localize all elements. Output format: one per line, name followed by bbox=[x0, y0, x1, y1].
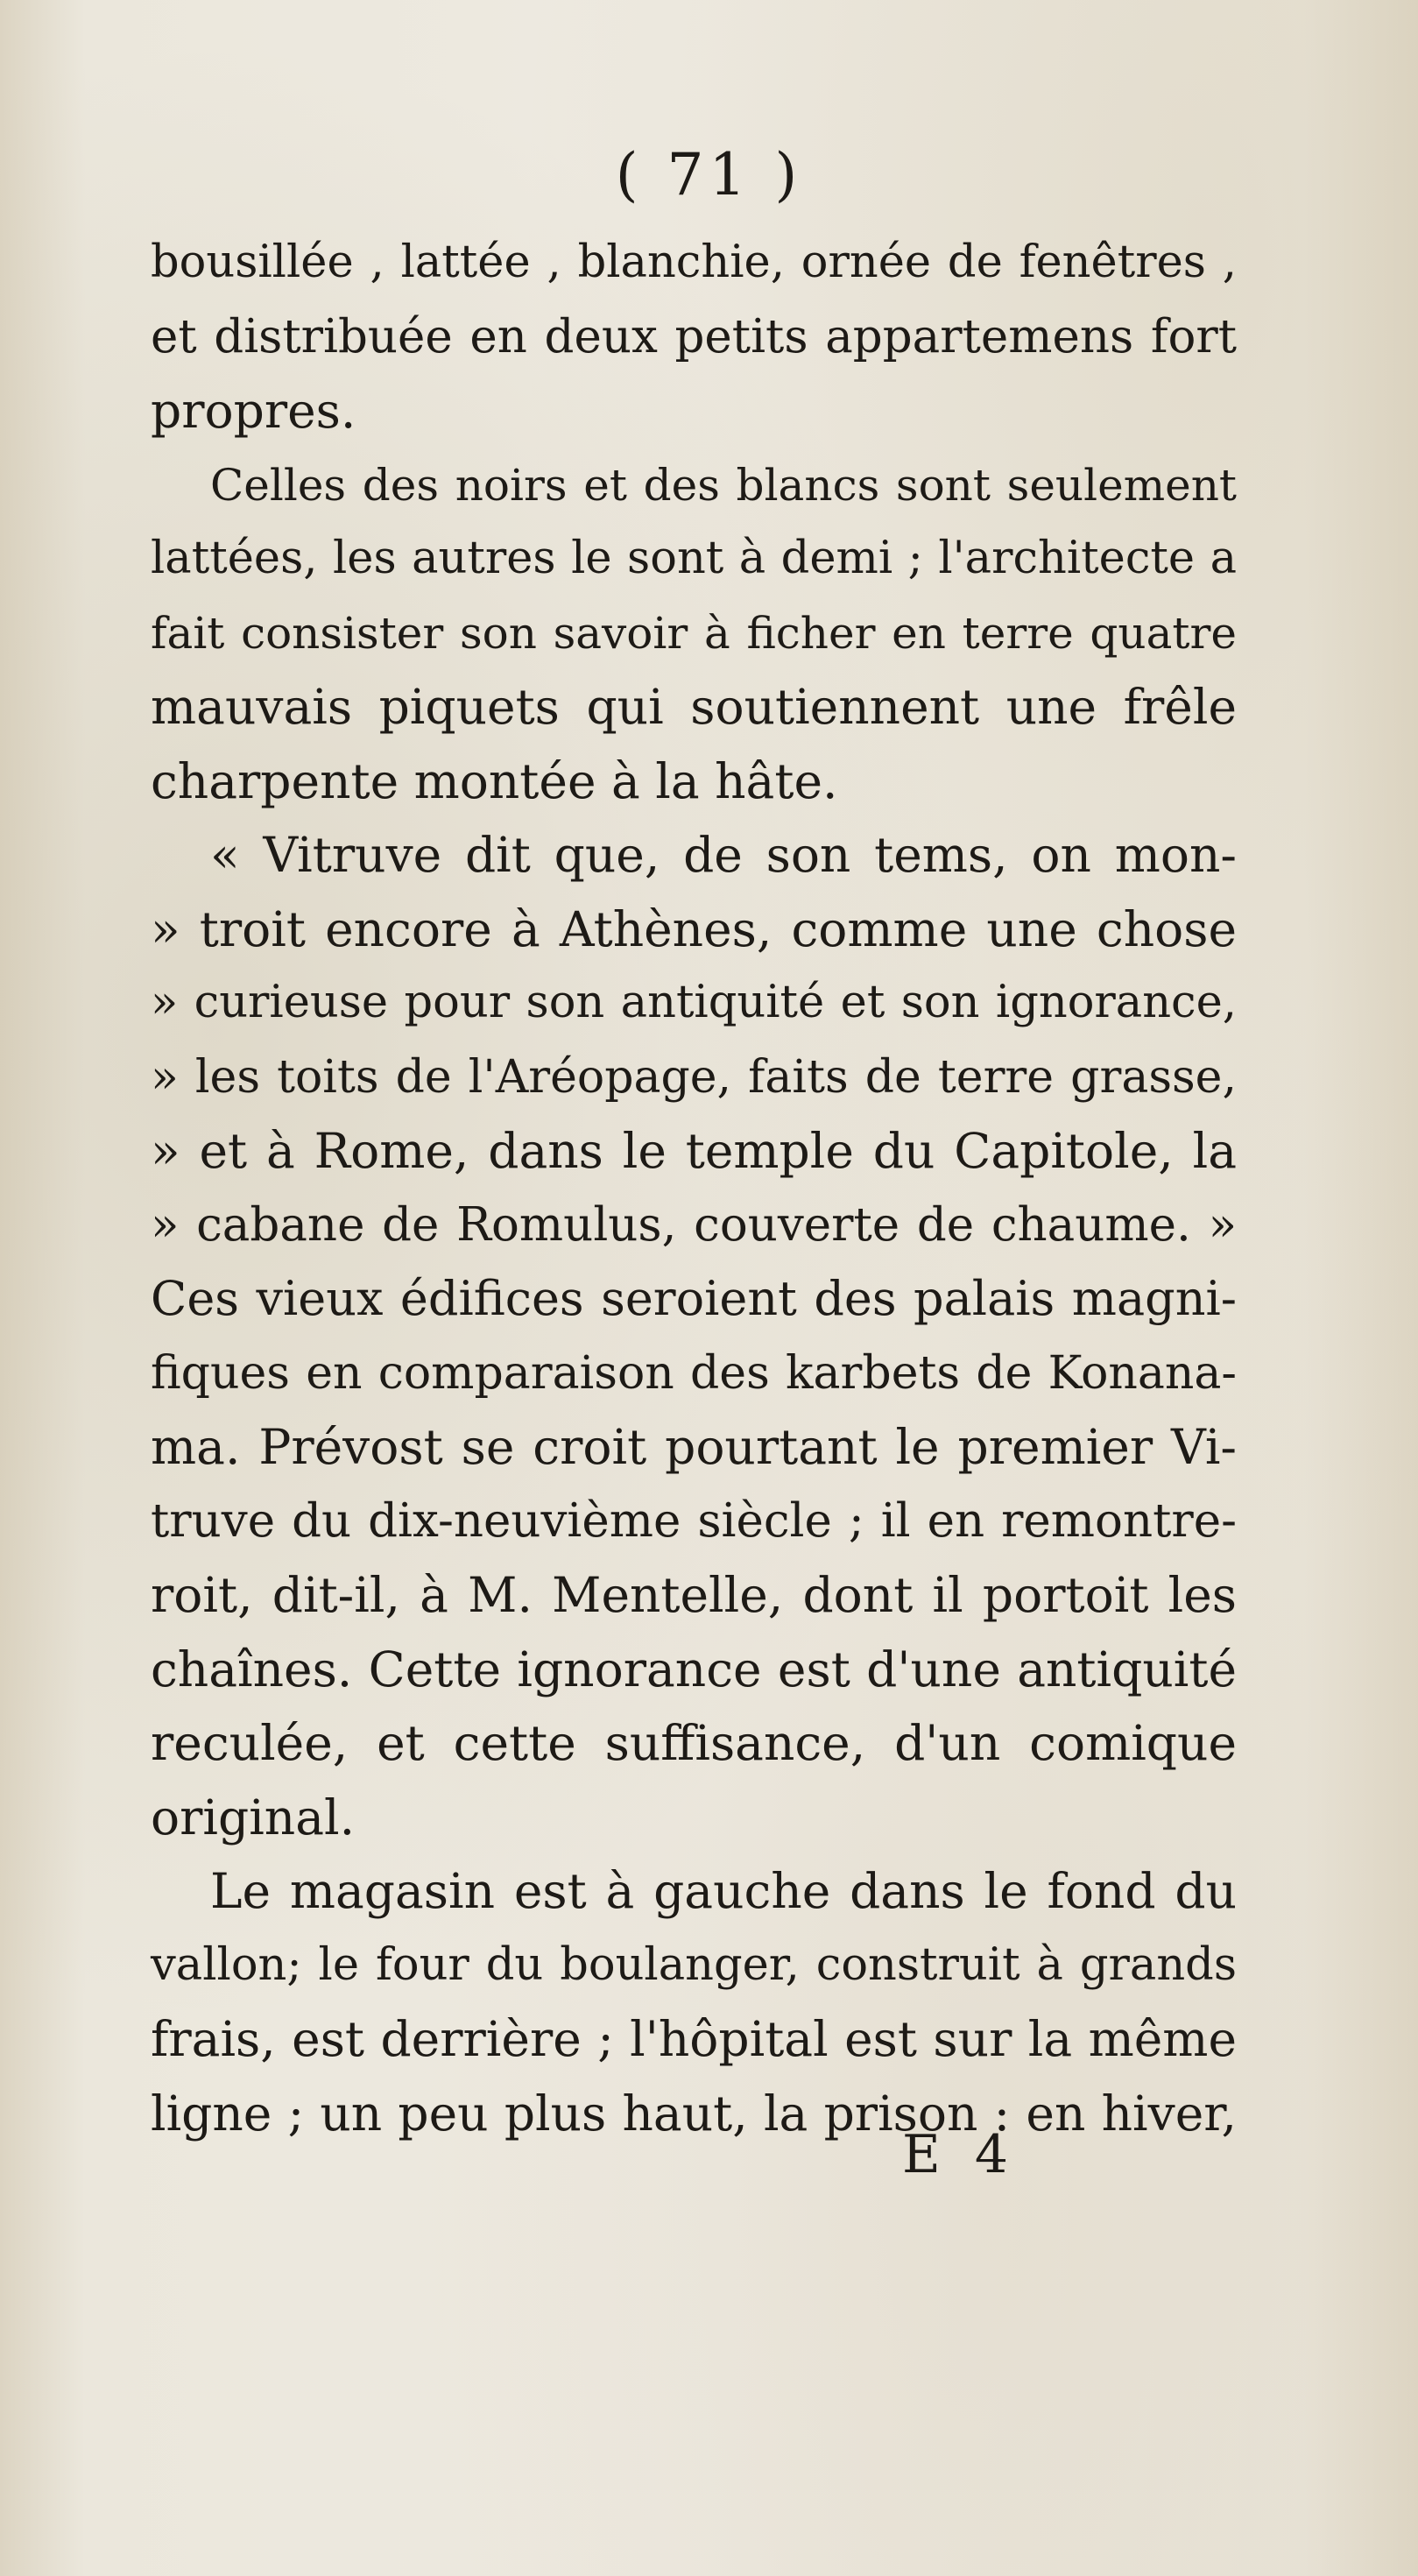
text-line: » les toits de l'Aréopage, faits de terre grasse, bbox=[151, 1050, 1237, 1104]
text-line: bousillée , lattée , blanchie, ornée de fenêtres , bbox=[151, 236, 1237, 288]
text-line: » et à Rome, dans le temple du Capitole, la bbox=[151, 1123, 1237, 1179]
text-line: chaînes. Cette ignorance est d'une antiquité bbox=[151, 1641, 1237, 1697]
text-line: lattées, les autres le sont à demi ; l'architecte a bbox=[151, 533, 1237, 584]
text-line: » troit encore à Athènes, comme une chose bbox=[151, 900, 1237, 957]
page-number: ( 71 ) bbox=[615, 141, 803, 208]
text-line: frais, est derrière ; l'hôpital est sur la même bbox=[151, 2011, 1237, 2067]
text-line: mauvais piquets qui soutiennent une frêle bbox=[151, 679, 1237, 735]
text-line: Ces vieux édifices seroient des palais magni- bbox=[151, 1271, 1237, 1326]
text-line: » curieuse pour son antiquité et son ignorance, bbox=[151, 977, 1237, 1028]
text-line: fait consister son savoir à ficher en terre quatre bbox=[151, 607, 1237, 659]
text-line: original. bbox=[151, 1789, 356, 1846]
text-line: Celles des noirs et des blancs sont seulement bbox=[210, 459, 1237, 511]
text-line: truve du dix-neuvième siècle ; il en remontre- bbox=[151, 1493, 1237, 1548]
text-line: ma. Prévost se croit pourtant le premier Vi- bbox=[151, 1419, 1237, 1475]
text-line: vallon; le four du boulanger, construit à grands bbox=[151, 1938, 1237, 1991]
text-line: et distribuée en deux petits appartemens fort bbox=[151, 309, 1237, 363]
text-line: charpente montée à la hâte. bbox=[151, 752, 838, 809]
text-line: » cabane de Romulus, couverte de chaume. » bbox=[151, 1197, 1237, 1252]
text-line: propres. bbox=[151, 383, 356, 439]
text-line: Le magasin est à gauche dans le fond du bbox=[210, 1863, 1237, 1919]
text-line: reculée, et cette suffisance, d'un comique bbox=[151, 1715, 1237, 1771]
body-text bbox=[151, 226, 1237, 2150]
text-line: « Vitruve dit que, de son tems, on mon- bbox=[210, 827, 1237, 883]
signature-mark: E 4 bbox=[902, 2124, 1018, 2185]
text-line: fiques en comparaison des karbets de Konana- bbox=[151, 1346, 1237, 1400]
text-line: roit, dit-il, à M. Mentelle, dont il portoit les bbox=[151, 1567, 1237, 1623]
text-line: ligne ; un peu plus haut, la prison : en hiver, bbox=[151, 2085, 1237, 2142]
